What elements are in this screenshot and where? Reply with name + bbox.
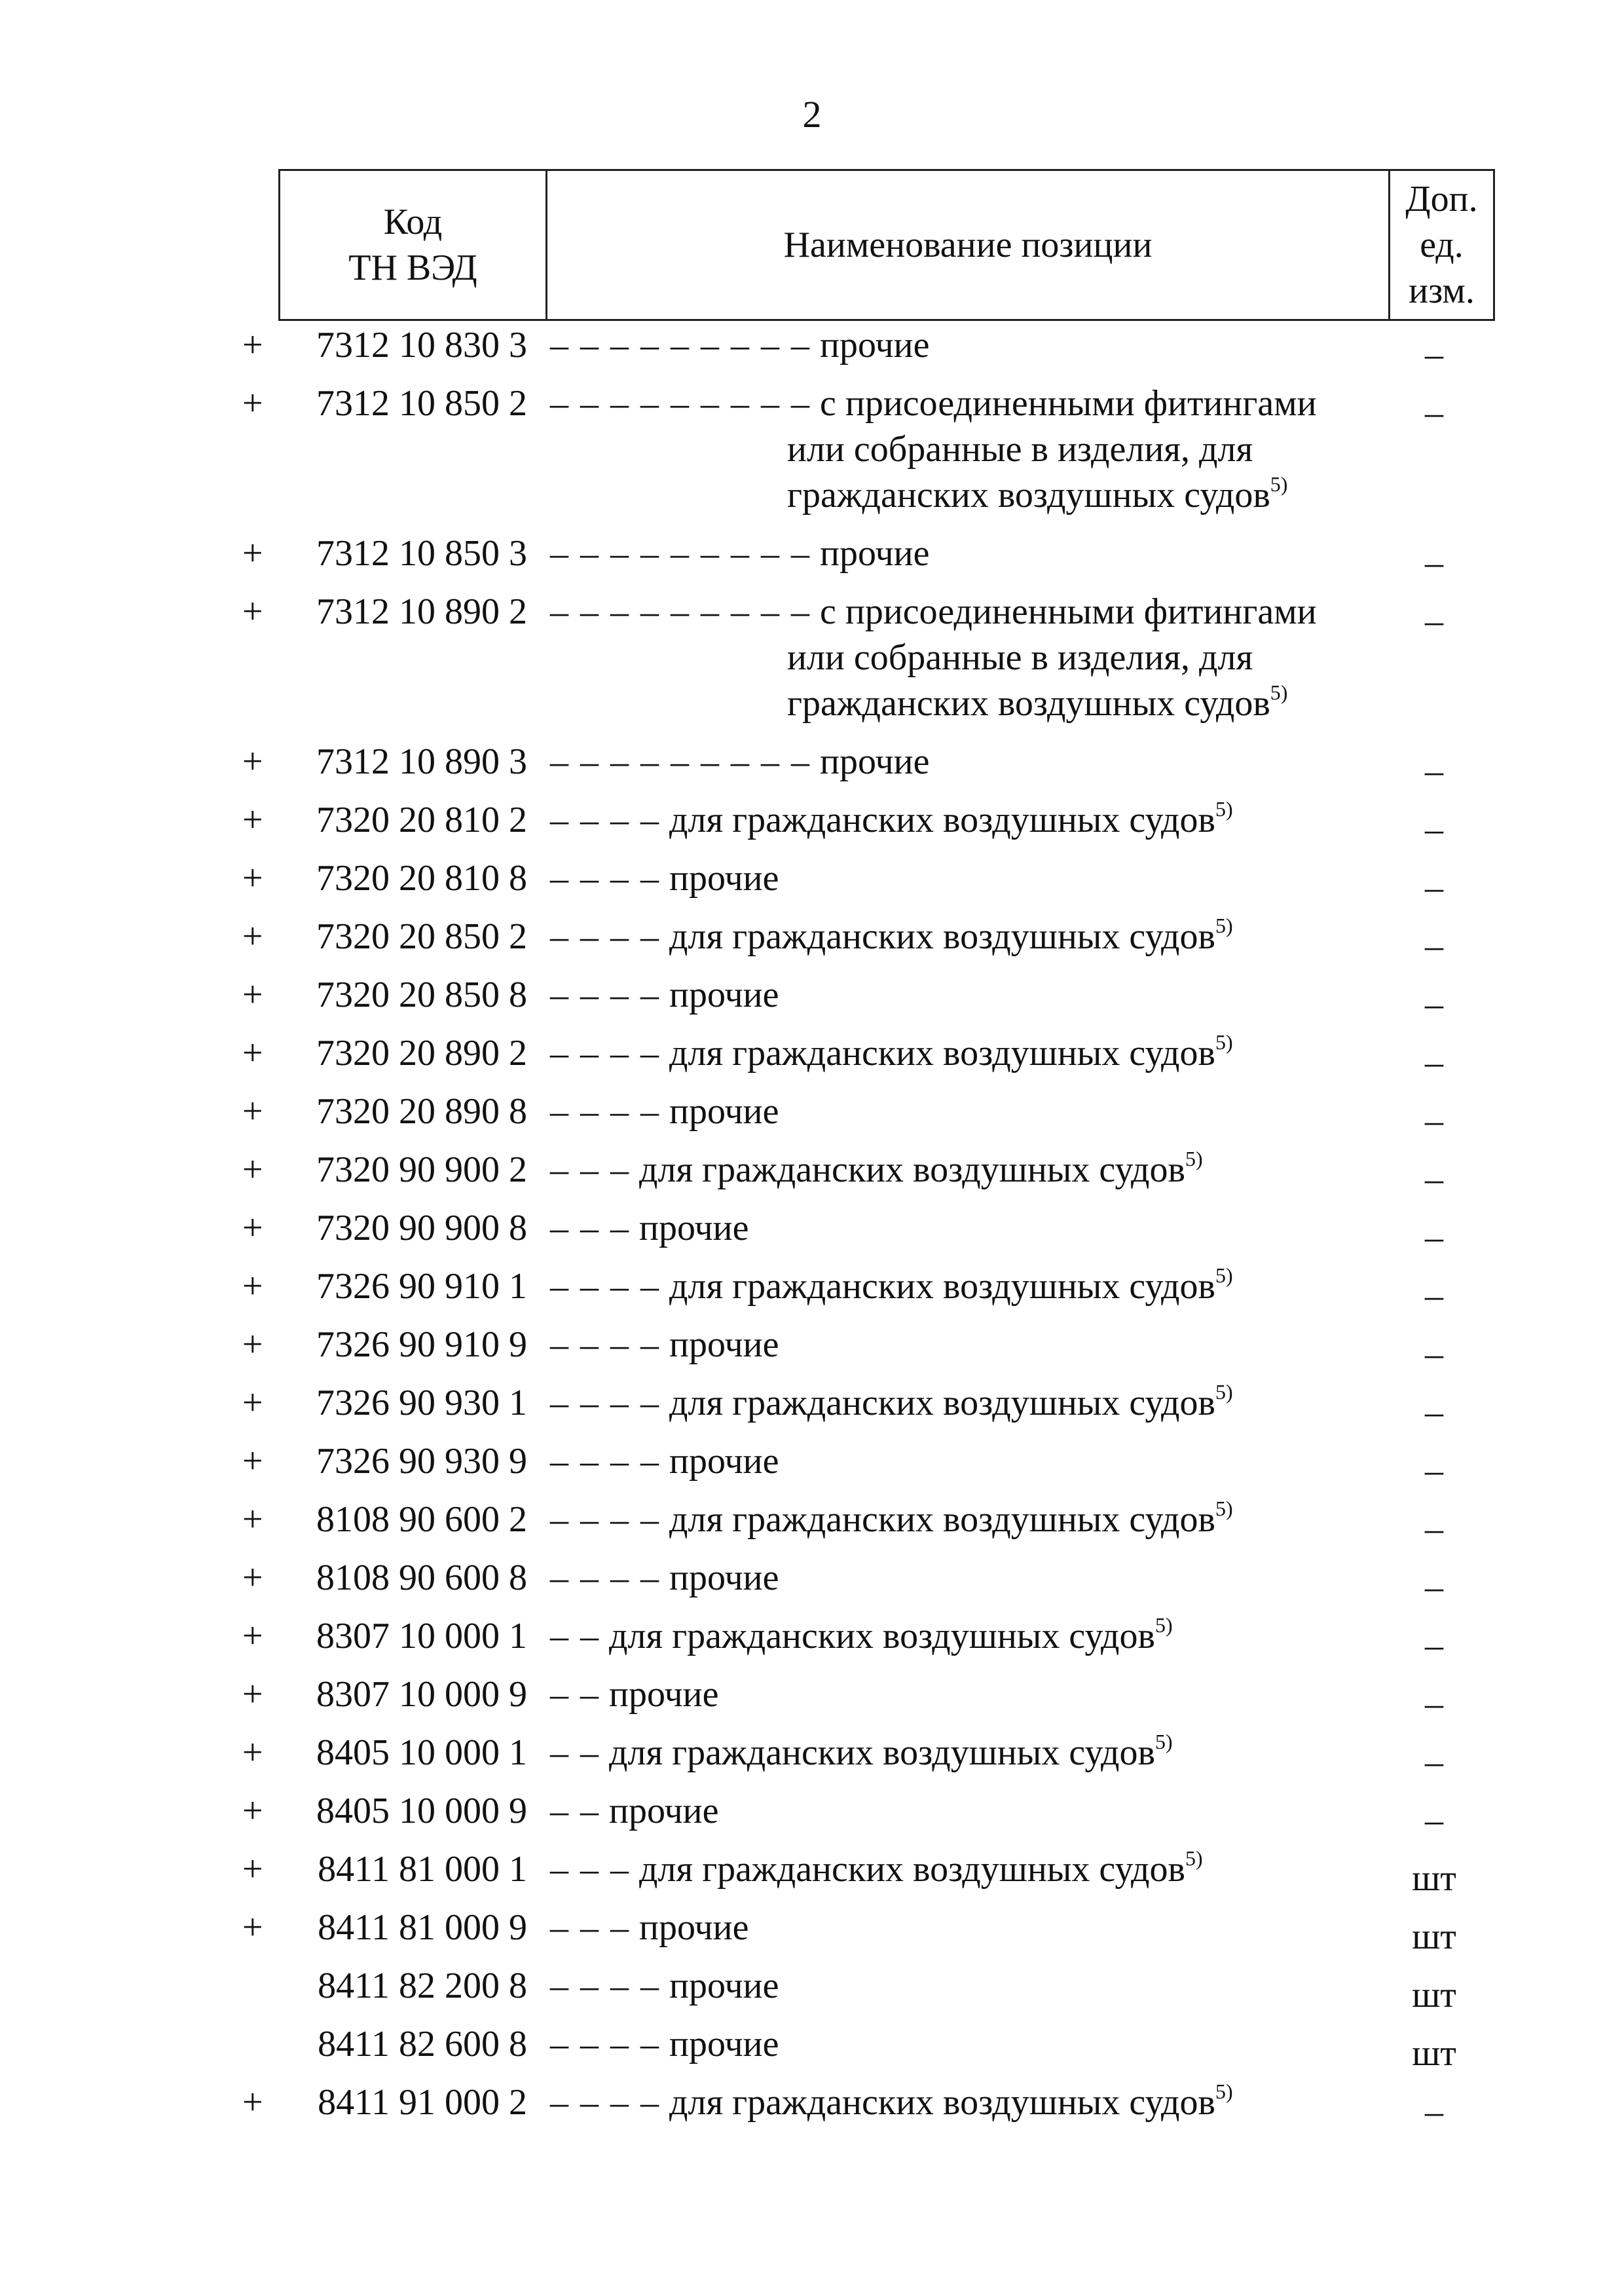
row-text: прочие xyxy=(669,2024,779,2064)
row-plus-mark: + xyxy=(242,1149,263,1190)
row-text: для гражданских воздушных судов xyxy=(609,1616,1155,1656)
row-description xyxy=(550,1905,1356,1950)
row-description xyxy=(550,1788,1356,1834)
header-unit-line3: изм. xyxy=(1409,271,1475,311)
row-plus-mark: + xyxy=(242,1208,263,1248)
table-row xyxy=(0,2080,1624,2132)
row-text-continuation-text: или собранные в изделия, для xyxy=(787,429,1253,470)
row-description xyxy=(550,381,1356,518)
row-description xyxy=(550,2080,1356,2125)
row-dashes: – – – xyxy=(550,1149,630,1190)
row-description xyxy=(550,914,1356,960)
row-code: 7312 10 890 2 xyxy=(316,591,527,632)
row-unit: – xyxy=(1425,1683,1443,1724)
table-row xyxy=(0,1963,1624,2015)
row-text: с присоединенными фитингами xyxy=(820,383,1317,424)
row-text: прочие xyxy=(669,975,779,1015)
row-description xyxy=(550,589,1356,726)
row-plus-mark: + xyxy=(242,1849,263,1890)
row-unit: – xyxy=(1425,1100,1443,1141)
table-row xyxy=(0,1671,1624,1724)
table-row xyxy=(0,1030,1624,1083)
row-unit: – xyxy=(1425,1217,1443,1258)
row-text: прочие xyxy=(820,533,930,574)
row-text: для гражданских воздушных судов xyxy=(669,916,1215,957)
row-unit: – xyxy=(1425,1159,1443,1199)
row-description xyxy=(550,2021,1356,2067)
row-description xyxy=(550,1147,1356,1193)
row-text: для гражданских воздушных судов xyxy=(639,1149,1185,1190)
table-row xyxy=(0,1555,1624,1607)
row-code: 8411 81 000 1 xyxy=(318,1849,527,1890)
footnote-ref: 5) xyxy=(1154,1730,1173,1754)
row-unit: – xyxy=(1425,601,1443,641)
table-row xyxy=(0,972,1624,1024)
row-description xyxy=(550,1030,1356,1076)
table-row xyxy=(0,1147,1624,1199)
row-description xyxy=(550,1089,1356,1134)
table-row xyxy=(0,1322,1624,1374)
row-text-continuation xyxy=(550,681,1356,726)
row-code: 8411 81 000 9 xyxy=(318,1907,527,1948)
row-unit: – xyxy=(1425,1800,1443,1840)
row-code: 7312 10 890 3 xyxy=(316,741,527,782)
footnote-ref: 5) xyxy=(1270,681,1288,705)
row-text: прочие xyxy=(609,1674,719,1715)
row-text-continuation-text: или собранные в изделия, для xyxy=(787,637,1253,678)
row-dashes: – – xyxy=(550,1732,600,1773)
row-dashes: – – – – xyxy=(550,975,660,1015)
row-description xyxy=(550,322,1356,368)
row-code: 7312 10 830 3 xyxy=(316,325,527,365)
row-plus-mark: + xyxy=(242,325,263,365)
row-code: 7326 90 910 9 xyxy=(316,1324,527,1365)
header-code-line1: Код xyxy=(383,202,443,242)
row-text-continuation-text: гражданских воздушных судов xyxy=(787,683,1270,724)
row-description xyxy=(550,1438,1356,1484)
header-name: Наименование позиции xyxy=(547,170,1390,320)
row-unit: – xyxy=(1425,1275,1443,1316)
row-text: для гражданских воздушных судов xyxy=(669,2082,1215,2123)
row-plus-mark: + xyxy=(242,1791,263,1831)
row-dashes: – – – xyxy=(550,1907,630,1948)
footnote-ref: 5) xyxy=(1215,1263,1233,1288)
row-description xyxy=(550,797,1356,843)
row-description xyxy=(550,972,1356,1018)
row-text: прочие xyxy=(669,1441,779,1482)
row-code: 7320 90 900 2 xyxy=(316,1149,527,1190)
row-unit: – xyxy=(1425,1392,1443,1432)
row-code: 7320 20 850 2 xyxy=(316,916,527,957)
row-code: 7312 10 850 3 xyxy=(316,533,527,574)
table-row xyxy=(0,1263,1624,1316)
page-number: 2 xyxy=(802,93,822,136)
row-dashes: – – – – xyxy=(550,1441,660,1482)
row-code: 7326 90 930 9 xyxy=(316,1441,527,1482)
table-row xyxy=(0,1613,1624,1666)
footnote-ref: 5) xyxy=(1215,1380,1233,1404)
row-plus-mark: + xyxy=(242,1674,263,1715)
table-row xyxy=(0,1205,1624,1258)
row-code: 7320 90 900 8 xyxy=(316,1208,527,1248)
row-text-continuation xyxy=(550,472,1356,518)
row-dashes: – – – – – – – – – xyxy=(550,741,811,782)
row-text: для гражданских воздушных судов xyxy=(669,1033,1215,1073)
row-description xyxy=(550,1555,1356,1601)
row-dashes: – – – – xyxy=(550,1091,660,1132)
table-row xyxy=(0,1438,1624,1491)
row-code: 7326 90 930 1 xyxy=(316,1383,527,1423)
row-plus-mark: + xyxy=(242,858,263,899)
row-dashes: – – – – xyxy=(550,858,660,899)
row-unit: – xyxy=(1425,984,1443,1024)
header-code xyxy=(280,170,547,320)
row-unit: шт xyxy=(1412,2033,1456,2074)
row-text: для гражданских воздушных судов xyxy=(669,1266,1215,1307)
row-code: 7320 20 810 2 xyxy=(316,800,527,840)
row-text-continuation xyxy=(550,635,1356,681)
row-text-continuation xyxy=(550,426,1356,472)
row-dashes: – – – – xyxy=(550,2082,660,2123)
row-plus-mark: + xyxy=(242,741,263,782)
row-code: 8307 10 000 1 xyxy=(316,1616,527,1656)
row-text: прочие xyxy=(820,325,930,365)
row-code: 8411 82 200 8 xyxy=(318,1966,527,2006)
row-text: прочие xyxy=(669,858,779,899)
row-unit: – xyxy=(1425,867,1443,908)
row-text: с присоединенными фитингами xyxy=(820,591,1317,632)
row-description xyxy=(550,1963,1356,2009)
header-unit-line2: ед. xyxy=(1420,225,1464,265)
table-row xyxy=(0,322,1624,375)
table-row xyxy=(0,381,1624,518)
row-unit: – xyxy=(1425,1567,1443,1607)
row-text: прочие xyxy=(639,1907,749,1948)
row-dashes: – – – – xyxy=(550,1383,660,1423)
row-text-continuation-text: гражданских воздушных судов xyxy=(787,475,1270,515)
row-text: для гражданских воздушных судов xyxy=(639,1849,1185,1890)
row-dashes: – – – xyxy=(550,1849,630,1890)
row-plus-mark: + xyxy=(242,800,263,840)
row-code: 8405 10 000 1 xyxy=(316,1732,527,1773)
row-unit: – xyxy=(1425,2091,1443,2132)
row-unit: – xyxy=(1425,1742,1443,1782)
row-unit: – xyxy=(1425,1334,1443,1374)
row-plus-mark: + xyxy=(242,1499,263,1540)
footnote-ref: 5) xyxy=(1215,2080,1233,2104)
row-code: 8307 10 000 9 xyxy=(316,1674,527,1715)
table-row xyxy=(0,739,1624,791)
footnote-ref: 5) xyxy=(1215,914,1233,938)
header-unit xyxy=(1390,170,1494,320)
row-code: 7320 20 810 8 xyxy=(316,858,527,899)
table-row xyxy=(0,1730,1624,1782)
row-dashes: – – – – xyxy=(550,916,660,957)
row-dashes: – – – – – – – – – xyxy=(550,591,811,632)
row-unit: – xyxy=(1425,751,1443,791)
row-unit: – xyxy=(1425,334,1443,375)
row-unit: – xyxy=(1425,1042,1443,1083)
row-description xyxy=(550,1613,1356,1659)
footnote-ref: 5) xyxy=(1215,797,1233,821)
row-code: 8411 82 600 8 xyxy=(318,2024,527,2064)
row-plus-mark: + xyxy=(242,533,263,574)
row-dashes: – – – – – – – – – xyxy=(550,533,811,574)
table-row xyxy=(0,1788,1624,1840)
row-description xyxy=(550,1671,1356,1717)
row-code: 8405 10 000 9 xyxy=(316,1791,527,1831)
table-row xyxy=(0,1380,1624,1432)
row-plus-mark: + xyxy=(242,591,263,632)
footnote-ref: 5) xyxy=(1270,472,1288,496)
row-plus-mark: + xyxy=(242,975,263,1015)
row-unit: – xyxy=(1425,1508,1443,1549)
row-description xyxy=(550,1380,1356,1426)
row-plus-mark: + xyxy=(242,1558,263,1598)
row-dashes: – – – xyxy=(550,1208,630,1248)
table-row xyxy=(0,797,1624,849)
row-description xyxy=(550,855,1356,901)
row-description xyxy=(550,1497,1356,1542)
row-plus-mark: + xyxy=(242,1383,263,1423)
table-row xyxy=(0,1497,1624,1549)
row-plus-mark: + xyxy=(242,383,263,424)
row-dashes: – – – – xyxy=(550,1558,660,1598)
row-text: для гражданских воздушных судов xyxy=(669,1499,1215,1540)
table-header xyxy=(278,169,1495,321)
row-text: прочие xyxy=(639,1208,749,1248)
footnote-ref: 5) xyxy=(1185,1846,1203,1871)
footnote-ref: 5) xyxy=(1215,1030,1233,1054)
row-text: прочие xyxy=(820,741,930,782)
header-unit-line1: Доп. xyxy=(1405,179,1478,219)
table-row xyxy=(0,1905,1624,1957)
row-code: 7312 10 850 2 xyxy=(316,383,527,424)
row-text: прочие xyxy=(669,1091,779,1132)
row-plus-mark: + xyxy=(242,916,263,957)
table-row xyxy=(0,531,1624,583)
footnote-ref: 5) xyxy=(1185,1147,1203,1171)
row-description xyxy=(550,1263,1356,1309)
row-text: прочие xyxy=(609,1791,719,1831)
table-row xyxy=(0,1089,1624,1141)
row-plus-mark: + xyxy=(242,2082,263,2123)
row-code: 7320 20 890 8 xyxy=(316,1091,527,1132)
row-text: для гражданских воздушных судов xyxy=(669,800,1215,840)
row-description xyxy=(550,1322,1356,1368)
row-unit: – xyxy=(1425,392,1443,433)
row-dashes: – – – – xyxy=(550,800,660,840)
row-dashes: – – xyxy=(550,1616,600,1656)
row-plus-mark: + xyxy=(242,1907,263,1948)
table-row xyxy=(0,855,1624,908)
row-code: 7320 20 850 8 xyxy=(316,975,527,1015)
row-dashes: – – – – xyxy=(550,2024,660,2064)
row-text: прочие xyxy=(669,1324,779,1365)
row-description xyxy=(550,1846,1356,1892)
row-dashes: – – – – – – – – – xyxy=(550,383,811,424)
row-code: 8108 90 600 8 xyxy=(316,1558,527,1598)
row-unit: шт xyxy=(1412,1916,1456,1957)
row-description xyxy=(550,1730,1356,1776)
row-description xyxy=(550,531,1356,576)
row-description xyxy=(550,739,1356,785)
table-row xyxy=(0,589,1624,726)
row-plus-mark: + xyxy=(242,1441,263,1482)
row-unit: – xyxy=(1425,1625,1443,1666)
row-description xyxy=(550,1205,1356,1251)
row-text: для гражданских воздушных судов xyxy=(609,1732,1155,1773)
row-unit: – xyxy=(1425,542,1443,583)
table-row xyxy=(0,1846,1624,1899)
row-unit: – xyxy=(1425,925,1443,966)
row-dashes: – – – – xyxy=(550,1499,660,1540)
table-row xyxy=(0,2021,1624,2074)
row-plus-mark: + xyxy=(242,1266,263,1307)
row-text: для гражданских воздушных судов xyxy=(669,1383,1215,1423)
row-dashes: – – xyxy=(550,1674,600,1715)
row-dashes: – – – – xyxy=(550,1266,660,1307)
row-code: 8411 91 000 2 xyxy=(318,2082,527,2123)
row-unit: шт xyxy=(1412,1975,1456,2015)
row-unit: – xyxy=(1425,1450,1443,1491)
row-plus-mark: + xyxy=(242,1732,263,1773)
row-text: прочие xyxy=(669,1558,779,1598)
row-code: 7326 90 910 1 xyxy=(316,1266,527,1307)
row-plus-mark: + xyxy=(242,1033,263,1073)
row-dashes: – – – – xyxy=(550,1033,660,1073)
row-plus-mark: + xyxy=(242,1616,263,1656)
row-dashes: – – – – xyxy=(550,1324,660,1365)
row-plus-mark: + xyxy=(242,1091,263,1132)
row-dashes: – – – – – – – – – xyxy=(550,325,811,365)
header-code-line2: ТН ВЭД xyxy=(348,248,477,288)
row-unit: – xyxy=(1425,809,1443,849)
footnote-ref: 5) xyxy=(1215,1497,1233,1521)
row-code: 8108 90 600 2 xyxy=(316,1499,527,1540)
row-code: 7320 20 890 2 xyxy=(316,1033,527,1073)
footnote-ref: 5) xyxy=(1154,1613,1173,1637)
row-plus-mark: + xyxy=(242,1324,263,1365)
table-row xyxy=(0,914,1624,966)
row-unit: шт xyxy=(1412,1858,1456,1899)
row-text: прочие xyxy=(669,1966,779,2006)
row-dashes: – – xyxy=(550,1791,600,1831)
row-dashes: – – – – xyxy=(550,1966,660,2006)
